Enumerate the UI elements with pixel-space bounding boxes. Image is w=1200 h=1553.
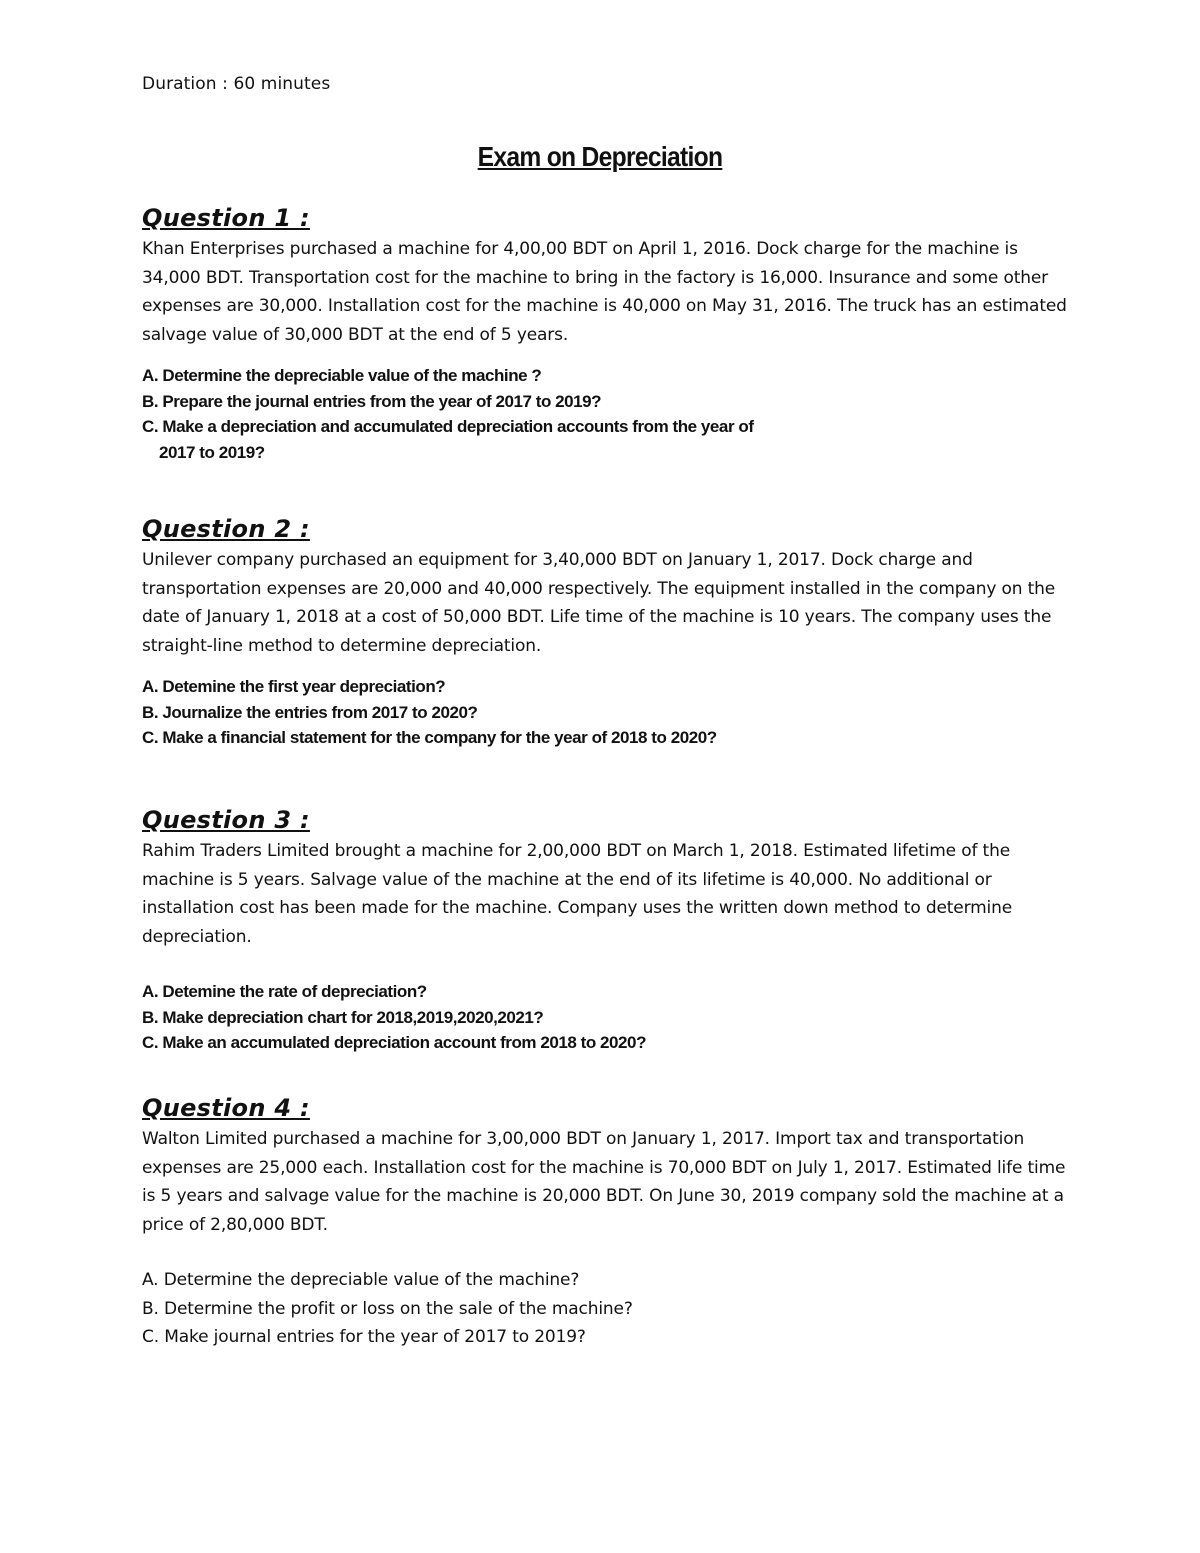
question-part-b: B. Journalize the entries from 2017 to 2020? — [142, 702, 478, 722]
page-title: Exam on Depreciation — [477, 141, 723, 172]
question-parts — [142, 979, 1072, 1056]
question-part-a: A. Detemine the first year depreciation? — [142, 677, 446, 697]
question-parts — [142, 674, 1072, 751]
question-body: Unilever company purchased an equipment for 3,40,000 BDT on January 1, 2017. Dock charge and transportation expenses are 20,000 and 40,000 respectively. The equipment installed in the company on the date of January 1, 2018 at a cost of 50,000 BDT. Life time of the machine is 10 years. The company uses the straight-line method to determine depreciation. — [142, 550, 1056, 656]
question-body: Walton Limited purchased a machine for 3,00,000 BDT on January 1, 2017. Import tax and transportation expenses are 25,000 each. Installation cost for the machine is 70,000 BDT on July 1, 2017. Estimated life time is 5 years and salvage value for the machine is 20,000 BDT. On June 30, 2019 company sold the machine at a price of 2,80,000 BDT. — [142, 1129, 1066, 1235]
question-heading: Question 4 : — [142, 1094, 310, 1122]
question-part-c-continued: 2017 to 2019? — [159, 442, 265, 462]
question-parts — [142, 363, 1072, 465]
question-heading: Question 1 : — [142, 204, 310, 232]
duration-text: Duration : 60 minutes — [142, 74, 331, 94]
question-2 — [142, 514, 1072, 751]
question-heading: Question 2 : — [142, 515, 310, 543]
question-body: Rahim Traders Limited brought a machine for 2,00,000 BDT on March 1, 2018. Estimated lifetime of the machine is 5 years. Salvage value of the machine at the end of its lifetime is 40,000. No additional or installation cost has been made for the machine. Company uses the written down method to determine depreciation. — [142, 841, 1013, 947]
question-3 — [142, 805, 1072, 1056]
question-heading: Question 3 : — [142, 806, 310, 834]
question-part-c: C. Make a financial statement for the company for the year of 2018 to 2020? — [142, 728, 717, 748]
question-part-b: B. Make depreciation chart for 2018,2019,2020,2021? — [142, 1007, 544, 1027]
question-4 — [142, 1093, 1072, 1352]
question-part-c: C. Make an accumulated depreciation account from 2018 to 2020? — [142, 1033, 646, 1053]
question-part-a: A. Detemine the rate of depreciation? — [142, 982, 427, 1002]
question-1 — [142, 203, 1072, 465]
question-part-a: A. Determine the depreciable value of the machine ? — [142, 366, 542, 386]
question-part-c: C. Make journal entries for the year of 2017 to 2019? — [142, 1327, 586, 1348]
question-parts — [142, 1266, 1072, 1352]
question-part-c: C. Make a depreciation and accumulated depreciation accounts from the year of — [142, 417, 754, 437]
question-body: Khan Enterprises purchased a machine for 4,00,00 BDT on April 1, 2016. Dock charge for the machine is 34,000 BDT. Transportation cost for the machine to bring in the factory is 16,000. Insurance and some other expenses are 30,000. Installation cost for the machine is 40,000 on May 31, 2016. The truck has an estimated salvage value of 30,000 BDT at the end of 5 years. — [142, 239, 1067, 345]
question-part-b: B. Prepare the journal entries from the year of 2017 to 2019? — [142, 391, 602, 411]
question-part-b: B. Determine the profit or loss on the sale of the machine? — [142, 1298, 633, 1319]
question-part-a: A. Determine the depreciable value of the machine? — [142, 1270, 580, 1291]
